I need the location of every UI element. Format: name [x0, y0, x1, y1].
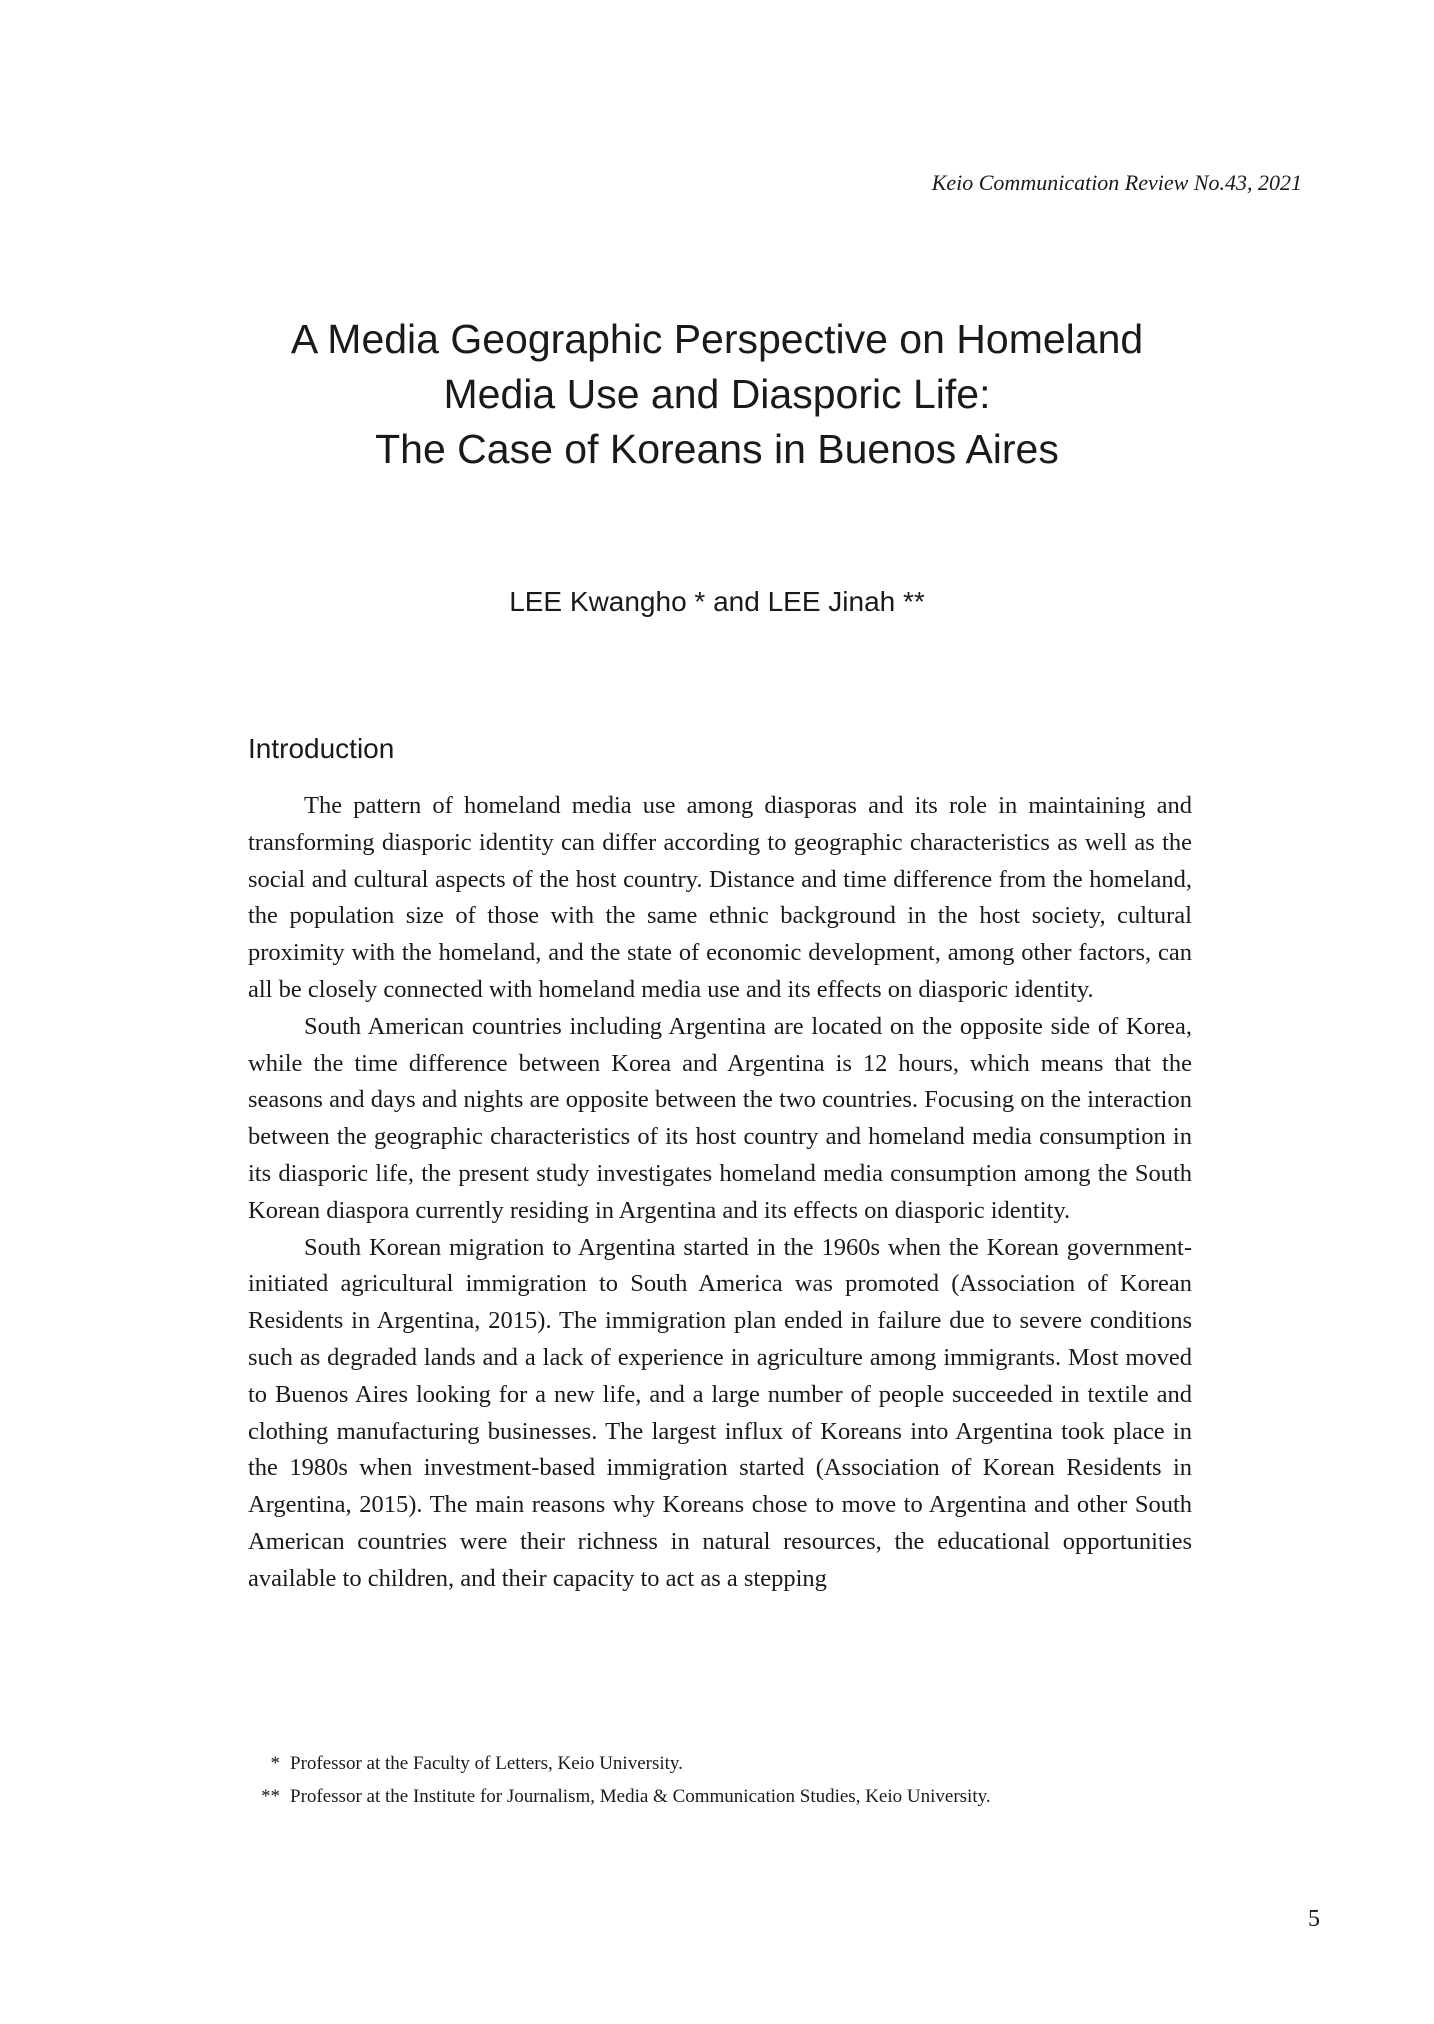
footnotes — [248, 1747, 1192, 1813]
footnote — [248, 1780, 1192, 1813]
title-line: A Media Geographic Perspective on Homeland — [290, 316, 1144, 362]
footnote-mark: ** — [261, 1786, 280, 1807]
article-title — [0, 312, 1434, 477]
body-text — [248, 788, 1192, 1598]
journal-header: Keio Communication Review No.43, 2021 — [931, 170, 1302, 195]
section-heading: Introduction — [248, 733, 395, 764]
title-line: Media Use and Diasporic Life: — [443, 371, 991, 417]
page-number: 5 — [1308, 1906, 1320, 1932]
footnote-text: Professor at the Faculty of Letters, Keio University. — [290, 1753, 683, 1774]
paragraph: The pattern of homeland media use among diasporas and its role in maintaining and transforming diasporic identity can differ according to geographic characteristics as well as the social and cultural aspects of the host country. Distance and time difference from the homeland, the population size of those with the same ethnic background in the host society, cultural proximity with the homeland, and the state of economic development, among other factors, can all be closely connected with homeland media use and its effects on diasporic identity. — [248, 792, 1192, 1003]
authors: LEE Kwangho * and LEE Jinah ** — [509, 586, 925, 617]
footnote-text: Professor at the Institute for Journalism, Media & Communication Studies, Keio University. — [290, 1786, 991, 1807]
paragraph: South American countries including Argentina are located on the opposite side of Korea, while the time difference between Korea and Argentina is 12 hours, which means that the seasons and days and nights are opposite between the two countries. Focusing on the interaction between the geographic characteristics of its host country and homeland media consumption in its diasporic life, the present study investigates homeland media consumption among the South Korean diaspora currently residing in Argentina and its effects on diasporic identity. — [248, 1012, 1192, 1224]
title-line: The Case of Koreans in Buenos Aires — [375, 426, 1059, 472]
footnote — [248, 1747, 1192, 1780]
paragraph: South Korean migration to Argentina started in the 1960s when the Korean government-initiated agricultural immigration to South America was promoted (Association of Korean Residents in Argentina, 2015). The immigration plan ended in failure due to severe conditions such as degraded lands and a lack of experience in agriculture among immigrants. Most moved to Buenos Aires looking for a new life, and a large number of people succeeded in textile and clothing manufacturing businesses. The largest influx of Koreans into Argentina took place in the 1980s when investment-based immigration started (Association of Korean Residents in Argentina, 2015). The main reasons why Koreans chose to move to Argentina and other South American countries were their richness in natural resources, the educational opportunities available to children, and their capacity to act as a stepping — [248, 1233, 1192, 1592]
footnote-mark: * — [270, 1753, 280, 1774]
